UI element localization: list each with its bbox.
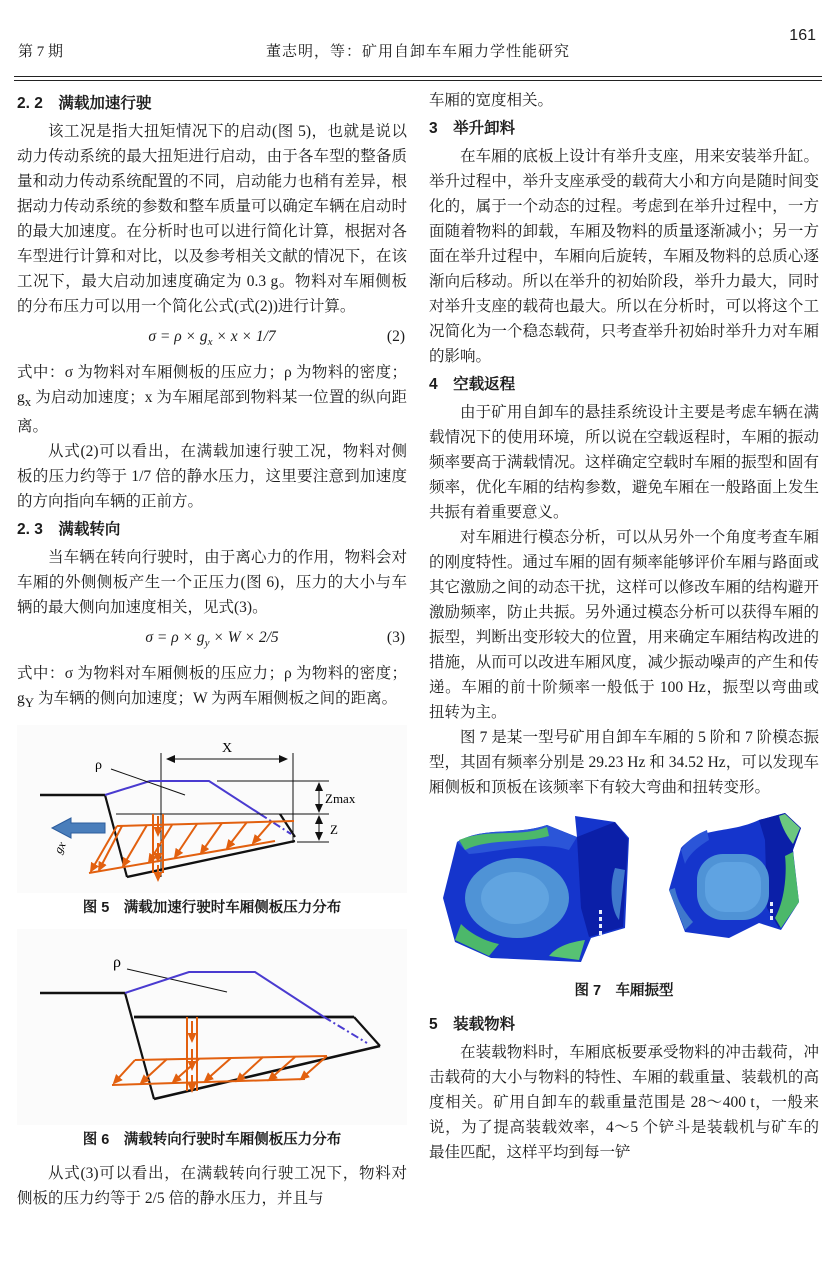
section-2-2-heading: 2. 2 满载加速行驶 bbox=[17, 95, 152, 112]
fig5-label-g: gx bbox=[50, 839, 69, 857]
equation-3 bbox=[17, 625, 407, 656]
section-3-heading: 3 举升卸料 bbox=[429, 120, 516, 137]
section-4-heading: 4 空载返程 bbox=[429, 376, 516, 393]
issue-label: 第 7 期 bbox=[18, 44, 64, 60]
fig5-label-z: Z bbox=[330, 822, 338, 838]
fig6-label-rho: ρ bbox=[113, 954, 121, 972]
two-column-layout bbox=[17, 88, 819, 1211]
paragraph: 从式(3)可以看出，在满载转向行驶工况下，物料对侧板的压力约等于 2/5 倍的静水压力，并且与 bbox=[17, 1165, 407, 1208]
paragraph: 当车辆在转向行驶时，由于离心力的作用，物料会对车厢的外侧侧板产生一个正压力(图 6)，压力的大小与车辆的最大侧向加速度相关，见式(3)。 bbox=[17, 549, 407, 617]
fea-mode-shape-5 bbox=[443, 816, 629, 962]
fig5-label-x: X bbox=[222, 741, 233, 757]
running-title: 董志明，等：矿用自卸车车厢力学性能研究 bbox=[265, 44, 570, 60]
fig5-label-zmax: Zmax bbox=[325, 791, 356, 807]
figure-5 bbox=[17, 725, 407, 919]
figure-7 bbox=[429, 810, 819, 1002]
equation-3-definitions: 式中：σ 为物料对车厢侧板的压应力；ρ 为物料的密度；$g_Y$ 为车辆的侧向加速度；W 为两车厢侧板之间的距离。 bbox=[17, 665, 407, 711]
header-rule bbox=[14, 76, 822, 81]
equation-2-definitions: 式中：σ 为物料对车厢侧板的压应力；ρ 为物料的密度；$g_x$ 为启动加速度；x 为车厢尾部到物料某一位置的纵向距离。 bbox=[17, 364, 407, 436]
equation-2-number: (2) bbox=[386, 328, 405, 345]
figure6-diagram bbox=[17, 929, 407, 1125]
equation-3-body: $\sigma = \rho \times g_y \times W \times 2/5$ bbox=[145, 629, 279, 650]
left-column bbox=[17, 88, 407, 1211]
fig6-pressure-band bbox=[112, 1056, 327, 1085]
section-5-heading: 5 装载物料 bbox=[429, 1016, 516, 1033]
figure-6-caption: 图 6 满载转向行驶时车厢侧板压力分布 bbox=[82, 1132, 342, 1149]
paragraph: 在装载物料时，车厢底板要承受物料的冲击载荷，冲击载荷的大小与物料的特性、车厢的载重量、装载机的高度相关。矿用自卸车的载重量范围是 28～400 t，一般来说，为了提高装载效率，4～5 个铲斗是装载机与矿车的最佳匹配，这样平均到每一铲 bbox=[429, 1044, 819, 1161]
figure-7-caption: 图 7 车厢振型 bbox=[574, 983, 674, 999]
page-number: 161 bbox=[789, 27, 816, 44]
paragraph: 在车厢的底板上设计有举升支座，用来安装举升缸。举升过程中，举升支座承受的载荷大小和方向是随时间变化的，属于一个动态的过程。考虑到在举升过程中，一方面随着物料的卸载，车厢及物料的质量逐渐减小；另一方面在举升过程中，车厢向后旋转，车厢及物料的总质心逐渐向后移动。所以在举升的初始阶段，举升力最大，同时对举升支座的载荷也最大。所以在分析时，可以将这个工况简化为一个稳态载荷，只考查举升初始时举升力对车厢的影响。 bbox=[429, 148, 819, 365]
acceleration-arrow-icon bbox=[52, 818, 105, 838]
paragraph-continuation: 车厢的宽度相关。 bbox=[429, 92, 554, 109]
right-column bbox=[429, 88, 819, 1211]
figure-5-caption: 图 5 满载加速行驶时车厢侧板压力分布 bbox=[82, 900, 342, 917]
section-2-3-heading: 2. 3 满载转向 bbox=[17, 521, 121, 539]
figure7-fea-images bbox=[429, 810, 819, 976]
equation-3-number: (3) bbox=[386, 629, 405, 647]
fig6-pressure-strip bbox=[187, 1017, 197, 1091]
figure5-diagram bbox=[17, 725, 407, 893]
fea-mode-shape-7 bbox=[669, 813, 801, 938]
paragraph: 图 7 是某一型号矿用自卸车车厢的 5 阶和 7 阶模态振型，其固有频率分别是 29.23 Hz 和 34.52 Hz，可以发现车厢侧板和顶板在该频率下有较大弯曲和扭转变形。 bbox=[429, 729, 819, 796]
paragraph: 该工况是指大扭矩情况下的启动(图 5)，也就是说以动力传动系统的最大扭矩进行启动，由于各车型的整备质量和动力传动系统配置的不同，启动能力也稍有差异，根据动力传动系统的参数和整车质量可以确定车辆在启动时的最大加速度。在分析时也可以进行简化计算，根据对各车型进行计算和对比，以及参考相关文献的情况下，在该工况下，最大启动加速度确定为 0.3 g。物料对车厢侧板的分布压力可以用一个简化公式(式(2))进行计算。 bbox=[17, 123, 407, 315]
equation-2-body: $\sigma = \rho \times g_x \times x \times 1/7$ bbox=[148, 328, 276, 349]
page-header bbox=[0, 0, 836, 84]
paragraph: 对车厢进行模态分析，可以从另外一个角度考查车厢的刚度特性。通过车厢的固有频率能够评价车厢与路面或其它激励之间的动态干扰，这样可以修改车厢的结构避开激励频率，防止共振。另外通过模态分析可以获得车厢的振型，判断出变形较大的位置，用来确定车厢结构改进的措施，从而可以改进车厢风度，减少振动噪声的产生和传递。车厢的前十阶频率一般低于 100 Hz，振型以弯曲或扭转为主。 bbox=[429, 529, 819, 721]
paragraph: 从式(2)可以看出，在满载加速行驶工况，物料对侧板的压力约等于 1/7 倍的静水压力，这里要注意到加速度的方向指向车辆的正前方。 bbox=[17, 443, 407, 511]
figure-6 bbox=[17, 929, 407, 1151]
fig5-label-rho: ρ bbox=[95, 758, 102, 774]
equation-2 bbox=[17, 324, 407, 355]
paragraph: 由于矿用自卸车的悬挂系统设计主要是考虑车辆在满载情况下的使用环境，所以说在空载返程时，车厢的振动频率要高于满载情况。这样确定空载时车厢的振型和固有频率，优化车厢的结构参数，避免车厢在一般路面上发生共振有着重要意义。 bbox=[429, 404, 819, 521]
